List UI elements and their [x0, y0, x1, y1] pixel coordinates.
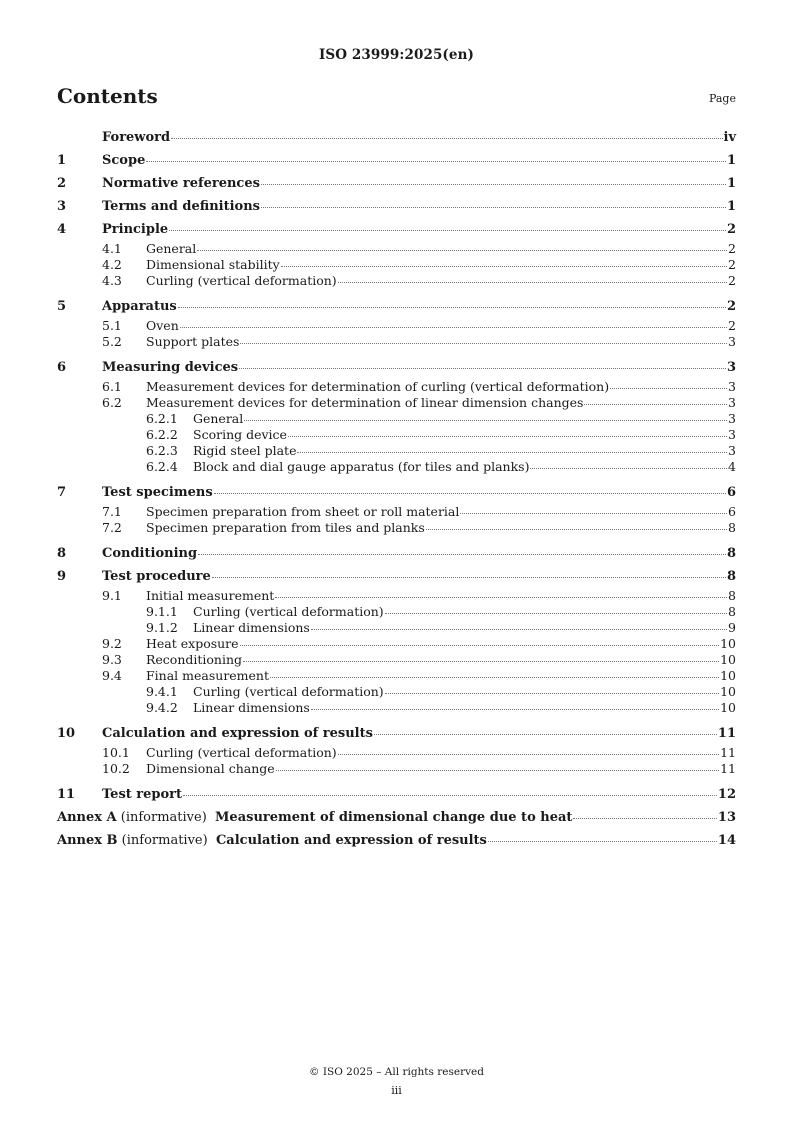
dot-leader [610, 387, 727, 389]
toc-entry-page: 2 [728, 257, 736, 272]
dot-leader [426, 528, 727, 530]
toc-entry-number: 11 [57, 787, 76, 802]
toc-entry-title: Measuring devices [102, 360, 239, 375]
toc-entry-number: 6.1 [102, 379, 122, 394]
toc-entry-title: Scope [102, 153, 146, 168]
toc-entry-number: 5.2 [102, 334, 122, 349]
toc-entry-title: Test procedure [102, 569, 211, 584]
toc-entry-title: Normative references [102, 176, 260, 191]
toc-entry-page: 3 [728, 443, 736, 458]
toc-entry-title: General [193, 411, 244, 426]
toc-entry-page: 12 [717, 787, 736, 802]
toc-entry-title: Heat exposure [146, 636, 239, 651]
dot-leader [584, 403, 727, 405]
page-number: iii [391, 1084, 402, 1097]
toc-entry-title: Test specimens [102, 485, 213, 500]
toc-entry-page: 3 [728, 334, 736, 349]
toc-entry[interactable] [57, 829, 736, 852]
toc-entry[interactable] [57, 620, 736, 636]
toc-entry[interactable] [57, 761, 736, 777]
toc-entry-title: Terms and definitions [102, 199, 260, 214]
toc-entry[interactable] [57, 395, 736, 411]
toc-entry-number: 6.2.3 [146, 443, 178, 458]
toc-entry-annex-type: (informative) [116, 810, 216, 825]
dot-leader [240, 644, 720, 646]
toc-entry[interactable] [57, 257, 736, 273]
dot-leader [281, 265, 727, 267]
toc-entry-number: 6.2.4 [146, 459, 178, 474]
toc-entry-title: Test report [102, 787, 183, 802]
toc-entry-title: Curling (vertical deformation) [193, 684, 384, 699]
toc-entry-page: 2 [726, 222, 736, 237]
toc-entry[interactable] [57, 604, 736, 620]
toc-entry-page: 9 [728, 620, 736, 635]
dot-leader [488, 840, 717, 842]
toc-entry-page: 10 [720, 684, 736, 699]
toc-entry-title: Calculation and expression of results [102, 726, 373, 741]
page-column-label: Page [708, 92, 736, 105]
toc-entry-title: Initial measurement [146, 588, 275, 603]
toc-entry[interactable] [57, 806, 736, 829]
toc-entry[interactable] [57, 565, 736, 588]
toc-entry-number: 9.1.1 [146, 604, 178, 619]
toc-entry-number: 3 [57, 199, 67, 214]
dot-leader [183, 794, 717, 796]
toc-entry-number: 7.1 [102, 504, 122, 519]
toc-entry-title: Dimensional change [146, 761, 275, 776]
dot-leader [460, 512, 727, 514]
toc-entry-number: 2 [57, 176, 67, 191]
toc-entry[interactable] [57, 722, 736, 745]
dot-leader [243, 660, 719, 662]
toc-entry-title: Specimen preparation from tiles and planks [146, 520, 425, 535]
toc-entry[interactable] [57, 588, 736, 604]
toc-entry-page: 8 [726, 569, 736, 584]
toc-entry-title: Measurement devices for determination of linear dimension changes [146, 395, 584, 410]
toc-entry-page: 6 [728, 504, 736, 519]
toc-entry-page: 13 [717, 810, 736, 825]
toc-entry-number: 9.1.2 [146, 620, 178, 635]
dot-leader [171, 137, 722, 139]
toc-entry-number: 10 [57, 726, 76, 741]
toc-entry[interactable] [57, 745, 736, 761]
dot-leader [198, 553, 726, 555]
toc-entry-page: 10 [720, 700, 736, 715]
dot-leader [530, 467, 727, 469]
document-header: ISO 23999:2025(en) [318, 47, 475, 63]
toc-entry-page: 1 [726, 199, 736, 214]
toc-entry-number: 1 [57, 153, 67, 168]
toc-entry-title: Reconditioning [146, 652, 243, 667]
toc-entry-annex-type: (informative) [117, 833, 216, 848]
toc-entry-page: 3 [728, 379, 736, 394]
toc-entry-page: 4 [728, 459, 736, 474]
toc-entry-number: 9.2 [102, 636, 122, 651]
toc-entry-title: Dimensional stability [146, 257, 280, 272]
dot-leader [197, 249, 727, 251]
toc-entry-annex-label: Annex A [57, 810, 117, 825]
toc-entry[interactable] [57, 149, 736, 172]
dot-leader [240, 342, 727, 344]
toc-entry-number: 4.2 [102, 257, 122, 272]
toc-entry-page: 2 [728, 241, 736, 256]
toc-entry-page: 10 [720, 668, 736, 683]
toc-entry[interactable] [57, 668, 736, 684]
toc-entry-page: iv [723, 130, 736, 145]
toc-entry-page: 2 [728, 273, 736, 288]
dot-leader [573, 817, 716, 819]
toc-entry-title: Curling (vertical deformation) [146, 745, 337, 760]
toc-entry-page: 10 [720, 636, 736, 651]
toc-entry-number: 6 [57, 360, 67, 375]
toc-entry[interactable] [57, 636, 736, 652]
toc-entry-page: 2 [726, 299, 736, 314]
toc-entry-title: Final measurement [146, 668, 270, 683]
toc-entry-number: 4 [57, 222, 67, 237]
toc-entry-number: 6.2 [102, 395, 122, 410]
toc-entry-number: 6.2.2 [146, 427, 178, 442]
toc-entry-number: 5.1 [102, 318, 122, 333]
toc-entry-number: 10.2 [102, 761, 130, 776]
dot-leader [261, 206, 726, 208]
toc-entry-title: Curling (vertical deformation) [193, 604, 384, 619]
toc-entry-number: 4.3 [102, 273, 122, 288]
dot-leader [311, 628, 727, 630]
toc-entry-title: Specimen preparation from sheet or roll material [146, 504, 460, 519]
toc-entry-title: Conditioning [102, 546, 198, 561]
toc-entry[interactable] [57, 172, 736, 195]
toc-entry-title: Rigid steel plate [193, 443, 297, 458]
dot-leader [244, 419, 727, 421]
toc-entry[interactable] [57, 411, 736, 427]
toc-entry-title: Principle [102, 222, 169, 237]
toc-entry[interactable] [57, 481, 736, 504]
toc-entry-page: 1 [726, 153, 736, 168]
toc-entry-page: 11 [720, 745, 736, 760]
dot-leader [374, 733, 717, 735]
toc-entry-number: 10.1 [102, 745, 130, 760]
toc-entry[interactable] [57, 700, 736, 716]
toc-entry-title: Scoring device [193, 427, 287, 442]
table-of-contents [57, 126, 736, 852]
toc-entry-number: 9.4 [102, 668, 122, 683]
copyright-notice: © ISO 2025 – All rights reserved [309, 1066, 484, 1078]
dot-leader [276, 769, 719, 771]
toc-entry-number: 4.1 [102, 241, 122, 256]
toc-entry[interactable] [57, 504, 736, 520]
toc-entry-title: Foreword [102, 130, 171, 145]
toc-entry[interactable] [57, 241, 736, 257]
toc-entry[interactable] [57, 273, 736, 289]
toc-entry-title: Measurement of dimensional change due to heat [215, 810, 573, 825]
dot-leader [180, 326, 727, 328]
toc-entry[interactable] [57, 783, 736, 806]
toc-entry[interactable] [57, 542, 736, 565]
toc-entry-title: Support plates [146, 334, 240, 349]
toc-entry-number: 9 [57, 569, 67, 584]
dot-leader [239, 367, 726, 369]
toc-entry[interactable] [57, 427, 736, 443]
toc-entry[interactable] [57, 195, 736, 218]
toc-entry-page: 3 [728, 395, 736, 410]
toc-entry[interactable] [57, 459, 736, 475]
toc-entry[interactable] [57, 126, 736, 149]
toc-entry-title: Linear dimensions [193, 700, 310, 715]
toc-entry-number: 9.1 [102, 588, 122, 603]
toc-entry-title: Linear dimensions [193, 620, 310, 635]
dot-leader [146, 160, 726, 162]
dot-leader [385, 612, 727, 614]
toc-entry[interactable] [57, 218, 736, 241]
toc-entry-number: 9.4.2 [146, 700, 178, 715]
dot-leader [385, 692, 719, 694]
toc-entry-title: Block and dial gauge apparatus (for tiles and planks) [193, 459, 530, 474]
dot-leader [178, 306, 726, 308]
toc-entry[interactable] [57, 652, 736, 668]
dot-leader [169, 229, 726, 231]
toc-entry-title: Measurement devices for determination of curling (vertical deformation) [146, 379, 610, 394]
dot-leader [297, 451, 727, 453]
toc-entry-number: 5 [57, 299, 67, 314]
toc-entry-page: 6 [726, 485, 736, 500]
toc-entry[interactable] [57, 356, 736, 379]
toc-entry-title: General [146, 241, 197, 256]
toc-entry[interactable] [57, 443, 736, 459]
toc-entry-annex-label: Annex B [57, 833, 118, 848]
dot-leader [270, 676, 719, 678]
dot-leader [288, 435, 727, 437]
dot-leader [261, 183, 726, 185]
toc-entry-number: 8 [57, 546, 67, 561]
page-title: Contents [57, 84, 158, 108]
toc-entry-page: 3 [728, 411, 736, 426]
toc-entry-page: 10 [720, 652, 736, 667]
dot-leader [275, 596, 727, 598]
toc-entry-page: 8 [726, 546, 736, 561]
toc-entry-number: 9.4.1 [146, 684, 178, 699]
toc-entry-page: 1 [726, 176, 736, 191]
toc-entry-number: 7.2 [102, 520, 122, 535]
toc-entry-title: Oven [146, 318, 179, 333]
toc-entry-number: 7 [57, 485, 67, 500]
toc-entry[interactable] [57, 318, 736, 334]
toc-entry-number: 6.2.1 [146, 411, 178, 426]
toc-entry-page: 8 [728, 588, 736, 603]
toc-entry[interactable] [57, 684, 736, 700]
toc-entry-title: Curling (vertical deformation) [146, 273, 337, 288]
dot-leader [311, 708, 719, 710]
toc-entry-number: 9.3 [102, 652, 122, 667]
toc-entry-page: 3 [726, 360, 736, 375]
toc-entry-page: 8 [728, 520, 736, 535]
toc-entry-title: Apparatus [102, 299, 177, 314]
toc-entry-page: 2 [728, 318, 736, 333]
dot-leader [214, 492, 726, 494]
toc-entry-page: 11 [720, 761, 736, 776]
toc-entry-page: 3 [728, 427, 736, 442]
toc-entry[interactable] [57, 379, 736, 395]
toc-entry-page: 14 [717, 833, 736, 848]
toc-entry-title: Calculation and expression of results [215, 833, 487, 848]
dot-leader [338, 753, 719, 755]
dot-leader [338, 281, 727, 283]
toc-entry[interactable] [57, 520, 736, 536]
dot-leader [212, 576, 726, 578]
toc-entry[interactable] [57, 295, 736, 318]
toc-entry[interactable] [57, 334, 736, 350]
toc-entry-page: 11 [717, 726, 736, 741]
toc-entry-page: 8 [728, 604, 736, 619]
